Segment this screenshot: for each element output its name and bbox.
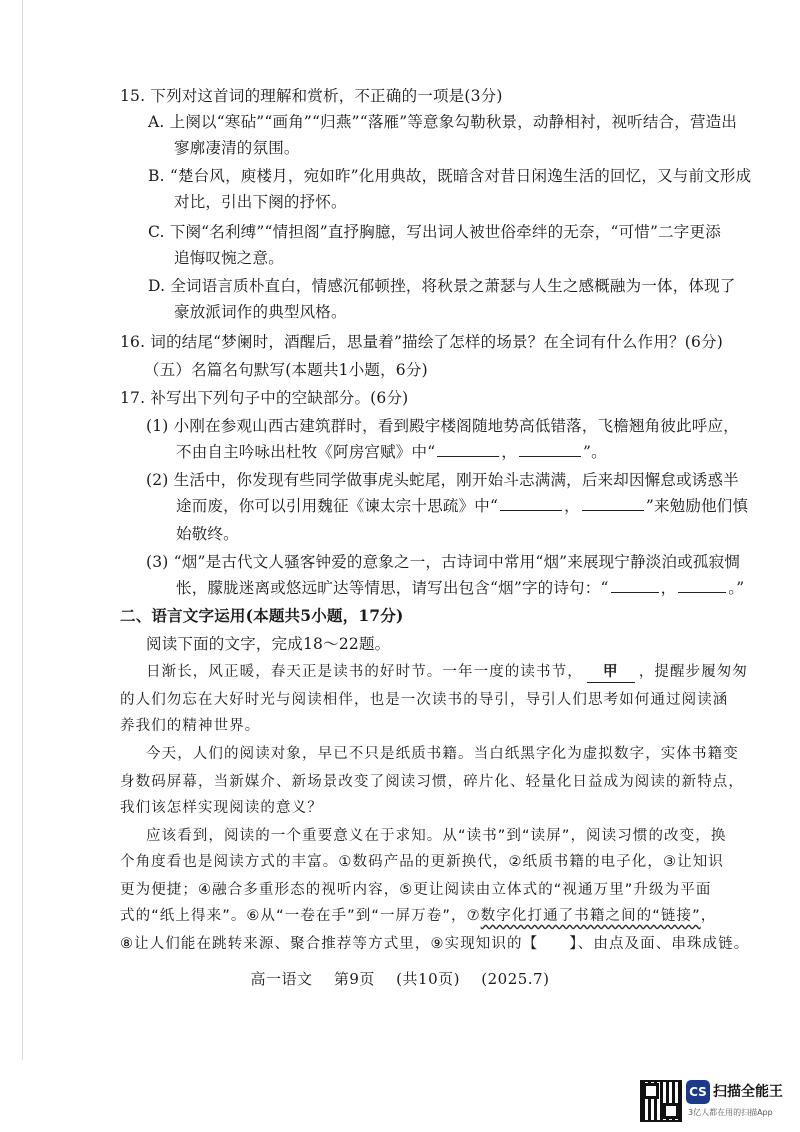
q17-item-1-suffix: ”。	[583, 443, 607, 461]
scanner-tagline: 3亿人都在用的扫描App	[688, 1108, 773, 1117]
passage-p2-line2: 身数码屏幕，当新媒介、新场景改变了阅读习惯，碎片化、轻量化日益成为阅读的新特点，	[120, 774, 744, 790]
answer-blank-3[interactable]	[500, 496, 562, 511]
q17-item-3-blanks	[176, 578, 744, 598]
answer-blank-5[interactable]	[611, 578, 659, 593]
q17-item-2-end: 始敬终。	[176, 525, 239, 543]
part-2-heading: 二、语言文字运用(本题共5小题，17分)	[120, 606, 404, 625]
q17-item-3-comma: ，	[660, 579, 677, 597]
part-2-instruction: 阅读下面的文字，完成18～22题。	[146, 635, 391, 653]
q15-option-a: A. 上阕以“寒砧”“画角”“归燕”“落雁”等意象勾勒秋景，动静相衬，视听结合，营造出	[148, 113, 738, 131]
camscanner-logo-icon: CS	[686, 1080, 710, 1104]
q17-item-1-prefix: 不由自主吟咏出杜牧《阿房宫赋》中“	[176, 443, 436, 461]
qr-code-icon	[640, 1080, 682, 1122]
page-footer	[0, 968, 800, 989]
q17-item-1-comma: ，	[501, 443, 518, 461]
q17-item-2-suffix: ”来勉励他们慎	[645, 497, 749, 515]
q17-item-3: (3) “烟”是古代文人骚客钟爱的意象之一，古诗词中常用“烟”来展现宁静淡泊或孤寂惆	[146, 553, 740, 571]
q15-option-a-cont: 寥廓凄清的氛围。	[174, 139, 300, 157]
passage-p3-line4-end: ，	[700, 908, 717, 924]
footer-date: (2025.7)	[481, 970, 550, 988]
q15-option-d: D. 全词语言质朴直白，情感沉郁顿挫，将秋景之萧瑟与人生之感概融为一体，体现了	[148, 277, 736, 295]
footer-page-number: 第9页	[333, 970, 375, 988]
passage-p3-line4	[120, 906, 716, 926]
q17-item-3-suffix: 。”	[728, 579, 745, 597]
q15-option-b-cont: 对比，引出下阕的抒怀。	[174, 193, 347, 211]
q17-stem: 17. 补写出下列句子中的空缺部分。(6分)	[120, 389, 409, 407]
q15-option-b: B. “楚台风，庾楼月，宛如昨”化用典故，既暗含对昔日闲逸生活的回忆，又与前文形成	[148, 167, 752, 185]
passage-p3-line1: 应该看到，阅读的一个重要意义在于求知。从“读书”到“读屏”，阅读习惯的改变，换	[146, 828, 727, 844]
passage-p1-text-a: 日渐长，风正暖，春天正是读书的好时节。一年一度的读书节，	[146, 664, 583, 680]
q17-item-2-blanks	[176, 496, 748, 516]
answer-blank-6[interactable]	[678, 578, 726, 593]
q15-stem: 15. 下列对这首词的理解和赏析，不正确的一项是(3分)	[120, 87, 503, 105]
answer-blank-2[interactable]	[519, 442, 581, 457]
footer-subject: 高一语文	[250, 970, 313, 988]
q15-option-d-cont: 豪放派词作的典型风格。	[174, 303, 347, 321]
q17-item-2-comma: ，	[564, 497, 580, 515]
q15-option-c-cont: 追悔叹惋之意。	[174, 249, 284, 267]
answer-blank-4[interactable]	[582, 496, 644, 511]
passage-p3-line3: 更为便捷；④融合多重形态的视听内容，⑤更让阅读由立体式的“视通万里”升级为平面	[120, 882, 712, 898]
q17-item-2-prefix: 途而废，你可以引用魏征《谏太宗十思疏》中“	[176, 497, 499, 515]
passage-p1-text-b: ，提醒步履匆匆	[638, 664, 749, 680]
passage-p1-line3: 养我们的精神世界。	[120, 718, 261, 734]
section-5-heading: （五）名篇名句默写(本题共1小题，6分)	[144, 361, 428, 379]
footer-total-pages: (共10页)	[396, 970, 460, 988]
q17-item-2: (2) 生活中，你发现有些同学做事虎头蛇尾，刚开始斗志满满，后来却因懈怠或诱惑半	[146, 471, 739, 489]
q17-item-1: (1) 小刚在参观山西古建筑群时，看到殿宇楼阁随地势高低错落，飞檐翘角彼此呼应，	[146, 417, 739, 435]
passage-p2-line1: 今天，人们的阅读对象，早已不只是纸质书籍。当白纸黑字化为虚拟数字，实体书籍变	[146, 746, 739, 762]
answer-blank-1[interactable]	[437, 442, 499, 457]
passage-p1-line1	[146, 662, 748, 683]
scanner-brand: 扫描全能王	[713, 1084, 783, 1100]
wavy-underlined-sentence: 数字化打通了书籍之间的“链接”	[480, 908, 701, 924]
q16-stem: 16. 词的结尾“梦阑时，酒醒后，思量着”描绘了怎样的场景？在全词有什么作用？(6分)	[120, 333, 723, 351]
q17-item-3-prefix: 怅，朦胧迷离或悠远旷达等情思，请写出包含“烟”字的诗句：“	[176, 579, 609, 597]
passage-p3-line5: ⑧让人们能在跳转来源、聚合推荐等方式里，⑨实现知识的【 】、由点及面、串珠成链。	[120, 936, 750, 952]
passage-p1-line2: 的人们勿忘在大好时光与阅读相伴，也是一次读书的导引，导引人们思考如何通过阅读涵	[120, 692, 729, 708]
passage-p2-line3: 我们该怎样实现阅读的意义？	[120, 800, 323, 816]
passage-p3-line2: 个角度看也是阅读方式的丰富。①数码产品的更新换代，②纸质书籍的电子化，③让知识	[120, 854, 724, 870]
passage-p3-line4-text: 式的“纸上得来”。⑥从“一卷在手”到“一屏万卷”，⑦	[120, 908, 481, 924]
q15-option-c: C. 下阕“名利缚”“情担阁”直抒胸臆，写出词人被世俗牵绊的无奈，“可惜”二字更添	[148, 223, 721, 241]
blank-marker-jia: 甲	[587, 662, 635, 683]
q17-item-1-blanks	[176, 442, 607, 462]
